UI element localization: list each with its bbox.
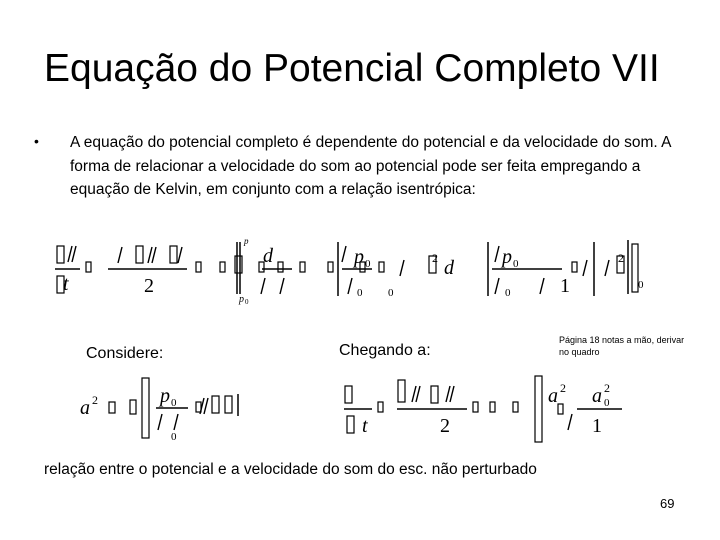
page-number: 69 [660, 496, 675, 511]
eq1-zero-subscript-d: 0 [638, 279, 644, 291]
bullet-marker: • [34, 133, 39, 149]
eq3-a-squared: 2 [560, 381, 566, 395]
eq1-differential-d: d [263, 245, 273, 267]
bullet-paragraph: A equação do potencial completo é dependente do potencial e da velocidade do som. A forma de relacionar a velocidade do som ao potencial pode ser feita empregando a equação de Kelvin, em conjunto com a relação isentrópica: [70, 134, 671, 198]
handwritten-notes-reminder: Página 18 notas a mão, derivar no quadro [559, 335, 685, 357]
equation-final-relation [342, 374, 642, 446]
eq2-a: a [80, 397, 90, 419]
eq1-p0-second-subscript: 0 [513, 258, 519, 270]
eq1-zero-subscript-c: 0 [505, 287, 511, 299]
eq1-zero-subscript-b: 0 [388, 287, 394, 299]
eq1-one: 1 [560, 275, 570, 297]
eq3-a0-subscript: 0 [604, 397, 610, 409]
eq1-squared-second: 2 [618, 251, 624, 265]
eq1-p0-second: p [502, 246, 512, 268]
conclusion-text: relação entre o potencial e a velocidade do som do esc. não perturbado [44, 461, 537, 478]
consider-label: Considere: [86, 345, 164, 362]
eq3-a: a [548, 385, 558, 407]
eq1-frac1-denominator: t [63, 273, 69, 295]
eq2-zero-subscript: 0 [171, 431, 177, 443]
eq2-squared: 2 [92, 393, 98, 407]
eq3-a0-squared: 2 [604, 381, 610, 395]
eq2-p0-subscript: 0 [171, 397, 177, 409]
eq1-integral-lower-limit: p [239, 294, 244, 305]
eq1-integral-lower-subscript: 0 [245, 298, 249, 306]
eq2-p0: p [160, 385, 170, 407]
eq3-frac1-denominator: t [362, 415, 368, 437]
slide-title: Equação do Potencial Completo VII [44, 47, 660, 90]
eq3-one: 1 [592, 415, 602, 437]
equation-kelvin [52, 232, 672, 304]
eq1-squared: 2 [432, 251, 438, 265]
arriving-label: Chegando a: [339, 342, 431, 359]
eq3-a0: a [592, 385, 602, 407]
eq1-p0-first-subscript: 0 [365, 258, 371, 270]
equation-sound-speed [78, 374, 278, 444]
eq1-p0-first: p [354, 246, 364, 268]
eq1-integral-upper-limit: p [244, 236, 249, 246]
eq1-differential-d-second: d [444, 257, 454, 279]
eq1-zero-subscript-a: 0 [357, 287, 363, 299]
eq3-frac2-denominator: 2 [440, 415, 450, 437]
eq1-frac2-denominator: 2 [144, 275, 154, 297]
